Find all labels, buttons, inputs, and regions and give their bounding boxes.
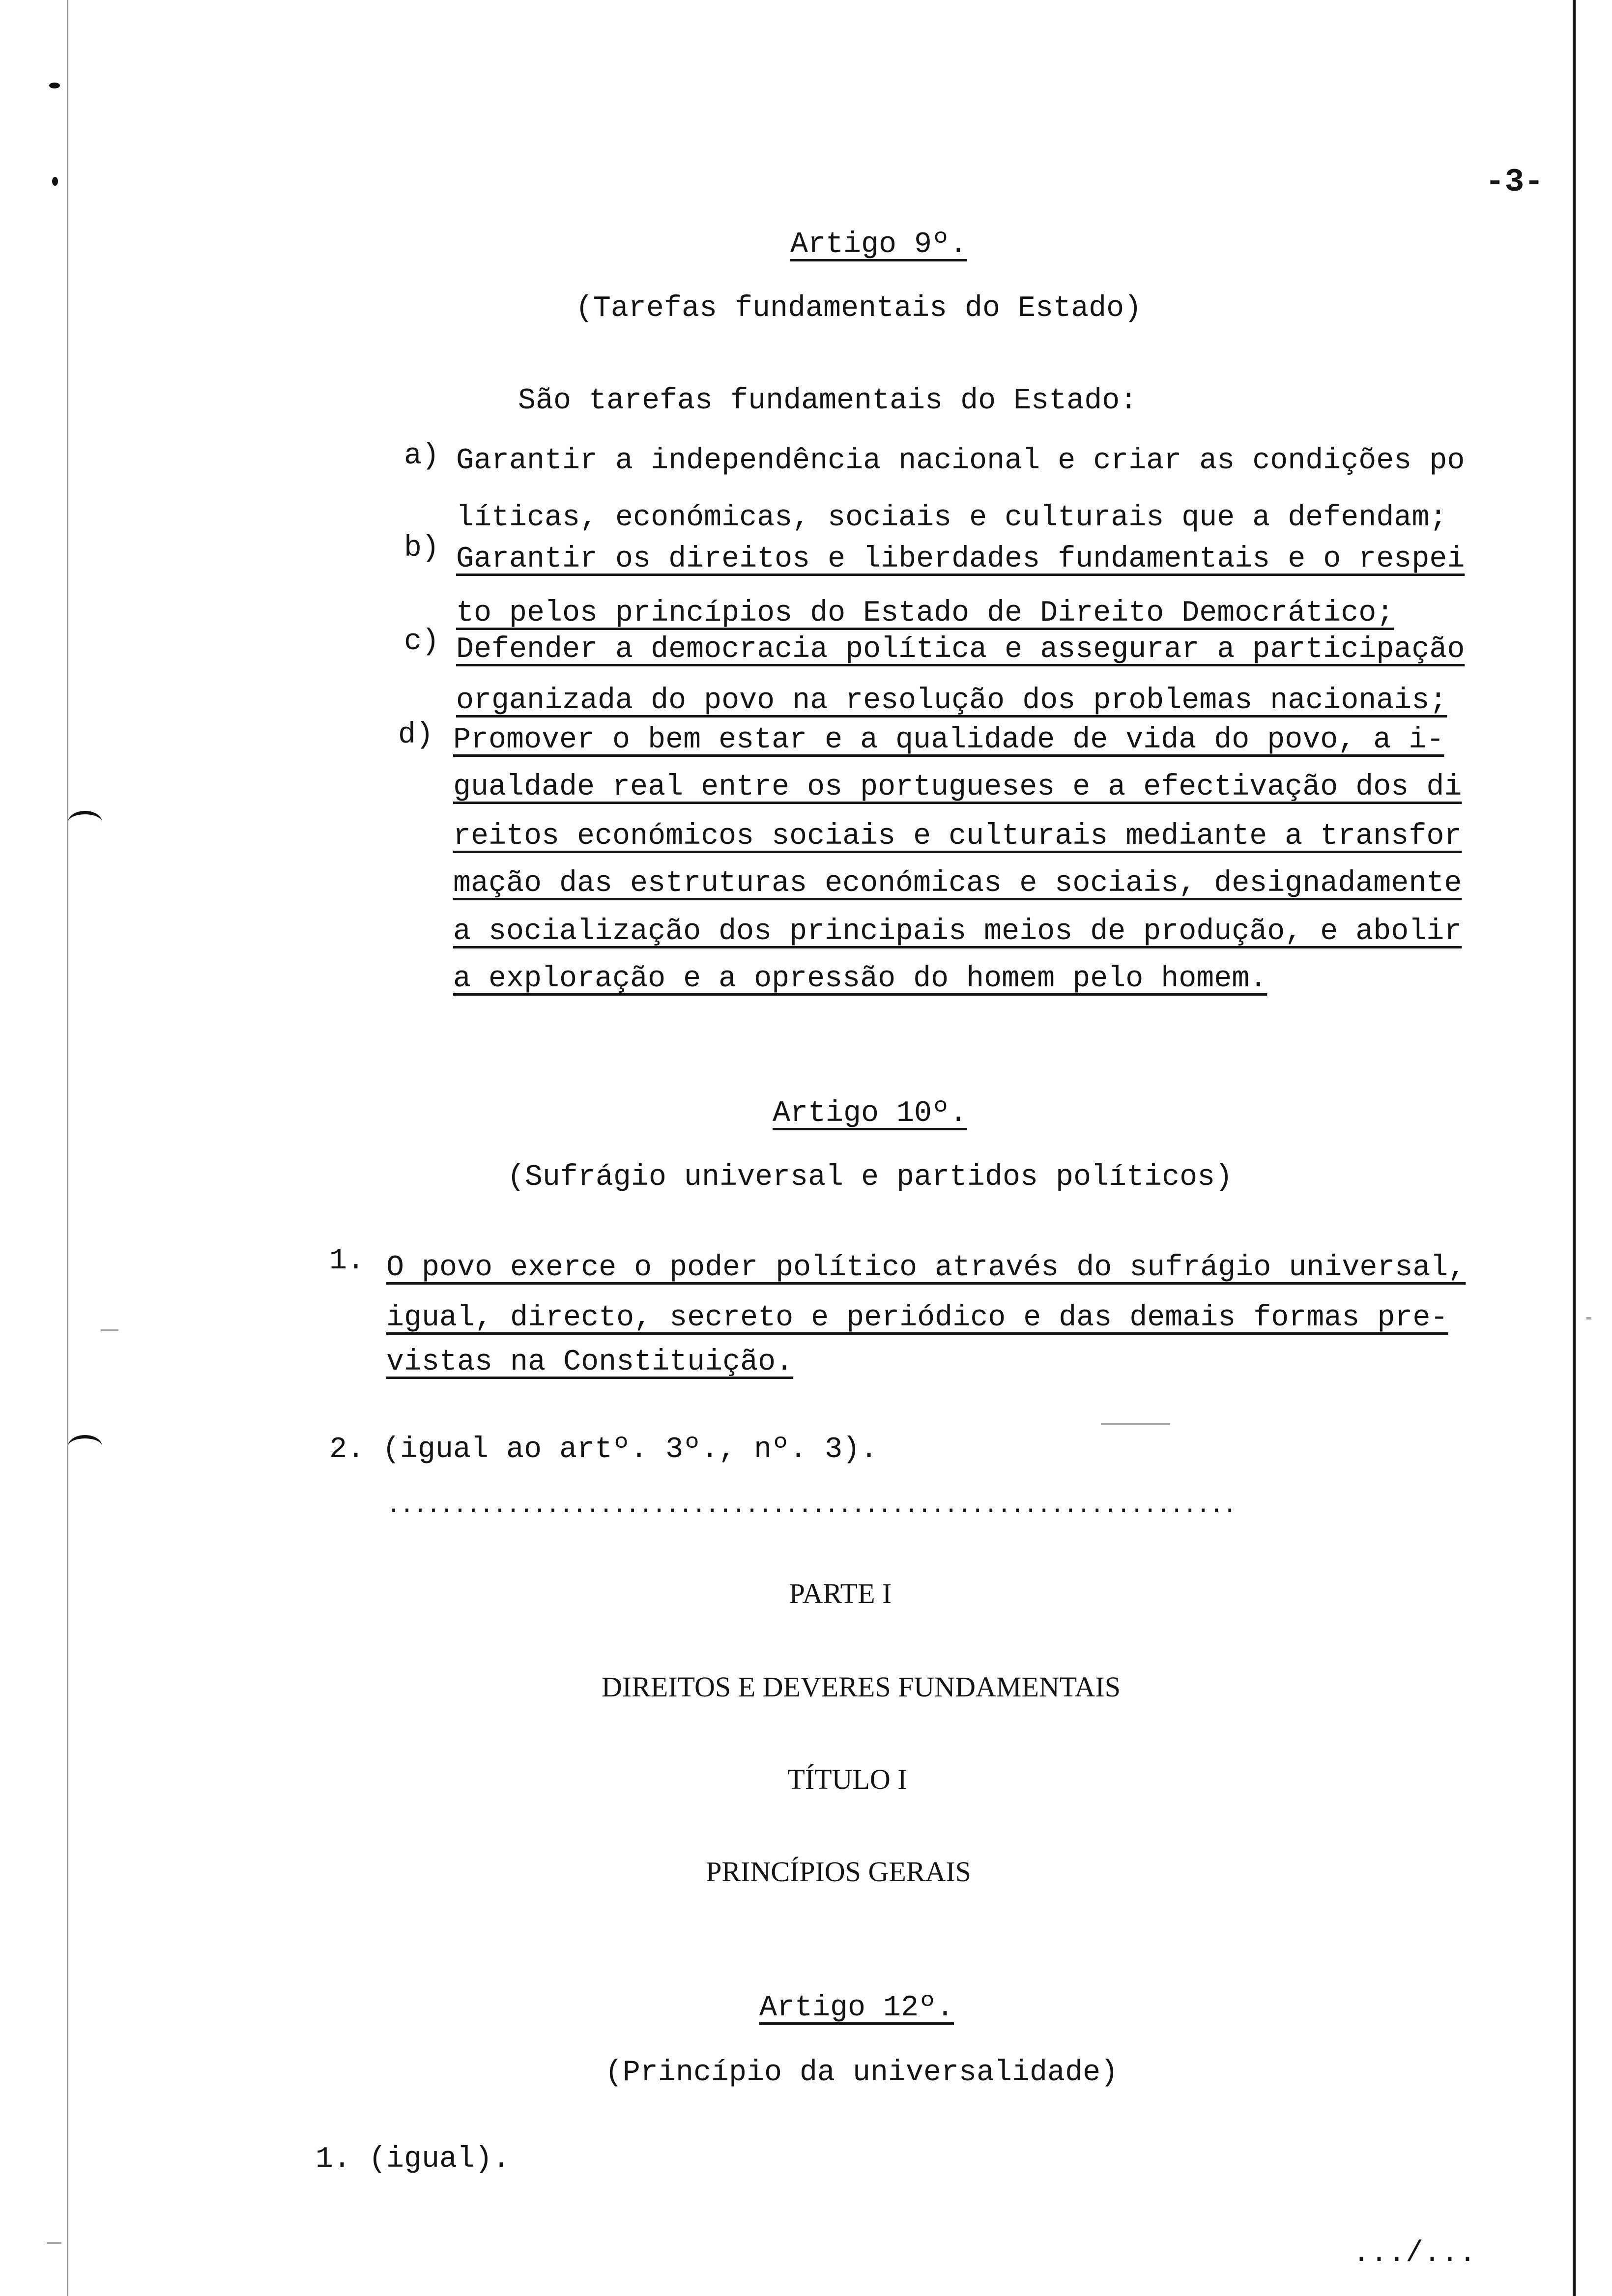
item-d-line: reitos económicos sociais e culturais mediante a transfor xyxy=(453,820,1462,853)
item-d-line: Promover o bem estar e a qualidade de vida do povo, a i- xyxy=(453,723,1444,757)
parte-heading: DIREITOS E DEVERES FUNDAMENTAIS xyxy=(601,1671,1121,1703)
item-a-line: líticas, económicas, sociais e culturais que a defendam; xyxy=(456,501,1447,535)
punch-mark xyxy=(68,1435,102,1458)
art12-item1: 1. (igual). xyxy=(316,2143,511,2176)
titulo-label: TÍTULO I xyxy=(787,1763,907,1795)
item-c-letter: c) xyxy=(404,625,440,659)
art10-subtitle: (Sufrágio universal e partidos políticos) xyxy=(507,1161,1233,1194)
art9-title: Artigo 9º. xyxy=(790,228,968,261)
parte-title: PARTE I xyxy=(789,1578,892,1609)
item-d-line: mação das estruturas económicas e sociais, designadamente xyxy=(453,867,1462,900)
page-number: -3- xyxy=(1485,164,1544,201)
item-d-line: gualdade real entre os portugueses e a efectivação dos di xyxy=(453,771,1462,804)
scan-speck xyxy=(1586,1317,1591,1320)
left-margin-rule xyxy=(67,0,68,2296)
binder-hole-mark xyxy=(52,177,58,186)
item-c-line: Defender a democracia política e assegurar a participação xyxy=(456,633,1465,666)
binder-hole-mark xyxy=(49,83,60,88)
art10-item2: 2. (igual ao artº. 3º., nº. 3). xyxy=(329,1433,878,1466)
art10-title: Artigo 10º. xyxy=(772,1097,968,1130)
item-d-letter: d) xyxy=(398,718,434,752)
continuation-mark: .../... xyxy=(1353,2237,1477,2270)
scan-speck xyxy=(47,2242,61,2244)
art10-item1-number: 1. xyxy=(329,1244,365,1278)
art10-item1-line: O povo exerce o poder político através do sufrágio universal, xyxy=(386,1251,1466,1285)
art12-subtitle: (Princípio da universalidade) xyxy=(604,2056,1119,2090)
art12-title: Artigo 12º. xyxy=(759,1991,954,2025)
item-a-letter: a) xyxy=(404,439,440,473)
item-b-letter: b) xyxy=(404,532,440,565)
item-d-line: a exploração e a opressão do homem pelo homem. xyxy=(453,962,1267,996)
dotted-separator: ................................................................ xyxy=(386,1492,1236,1520)
item-b-line: to pelos princípios do Estado de Direito Democrático; xyxy=(456,597,1394,630)
item-c-line: organizada do povo na resolução dos problemas nacionais; xyxy=(456,684,1447,718)
item-d-line: a socialização dos principais meios de produção, e abolir xyxy=(453,915,1462,948)
scan-speck xyxy=(1101,1423,1170,1425)
parte-subheading: PRINCÍPIOS GERAIS xyxy=(706,1856,971,1888)
art9-subtitle: (Tarefas fundamentais do Estado) xyxy=(575,292,1142,325)
right-edge-rule xyxy=(1573,0,1576,2296)
art10-item1-line: igual, directo, secreto e periódico e das demais formas pre- xyxy=(386,1301,1448,1335)
art9-intro: São tarefas fundamentais do Estado: xyxy=(518,384,1138,418)
scan-speck xyxy=(101,1329,118,1331)
art10-item1-line: vistas na Constituição. xyxy=(386,1346,794,1379)
punch-mark xyxy=(68,811,102,834)
item-a-line: Garantir a independência nacional e criar as condições po xyxy=(456,444,1465,478)
item-b-line: Garantir os direitos e liberdades fundamentais e o respei xyxy=(456,543,1465,576)
